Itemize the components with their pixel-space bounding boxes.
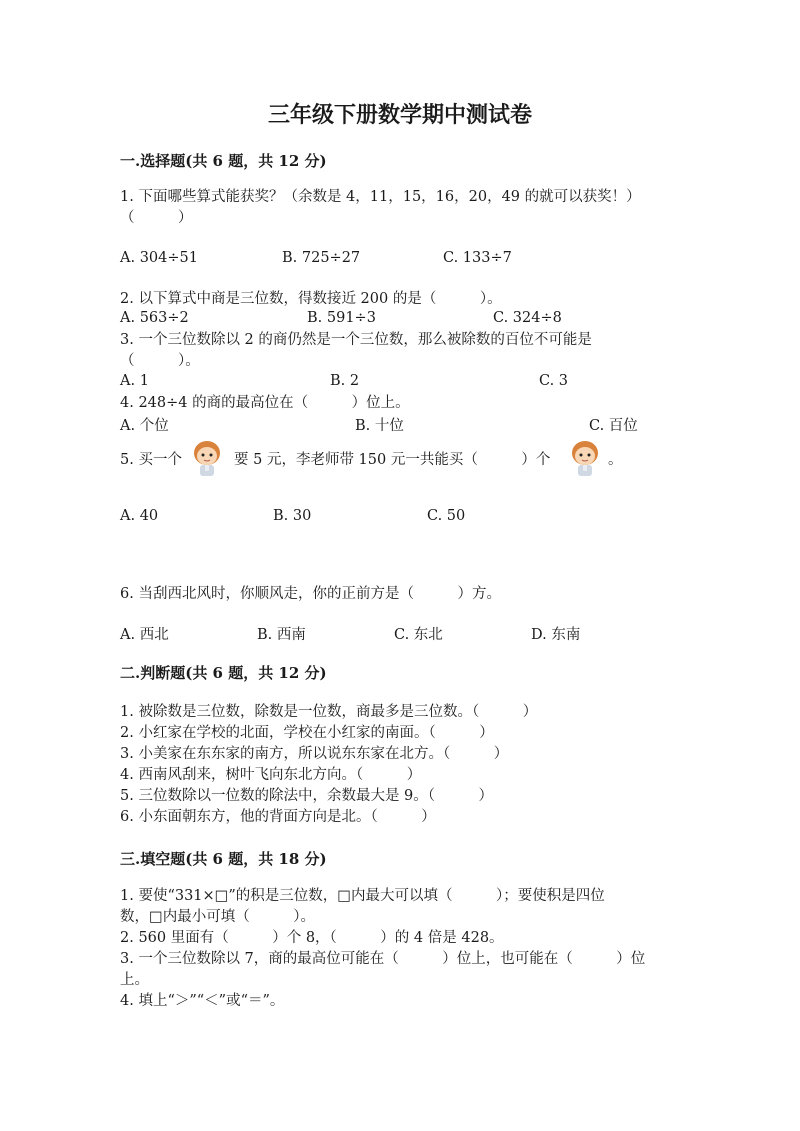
question-3-text: 3. 一个三位数除以 2 的商仍然是一个三位数，那么被除数的百位不可能是: [120, 332, 592, 348]
fill-question-4: 4. 填上“＞”“＜”或“＝”。: [120, 993, 285, 1009]
question-1-text: 1. 下面哪些算式能获奖？（余数是 4，11，15，16，20，49 的就可以获奖！）: [120, 189, 641, 205]
question-1-option-a[interactable]: A. 304÷51: [120, 250, 198, 266]
question-3-option-b[interactable]: B. 2: [330, 373, 360, 389]
question-5-text-c: 。: [608, 452, 623, 468]
question-2-option-c[interactable]: C. 324÷8: [493, 310, 562, 326]
question-1-option-c[interactable]: C. 133÷7: [443, 250, 512, 266]
question-3-option-a[interactable]: A. 1: [120, 373, 149, 389]
question-4-option-b[interactable]: B. 十位: [355, 418, 404, 434]
question-6-option-d[interactable]: D. 东南: [531, 627, 581, 643]
question-3-option-c[interactable]: C. 3: [539, 373, 569, 389]
judgement-item: 3. 小美家在东东家的南方，所以说东东家在北方。（ ）: [120, 746, 509, 762]
boy-icon: [190, 438, 224, 478]
question-2-option-b[interactable]: B. 591÷3: [307, 310, 376, 326]
question-5-option-b[interactable]: B. 30: [273, 508, 312, 524]
question-1-blank: （ ）: [120, 210, 193, 226]
question-5-text-a: 5. 买一个: [120, 452, 182, 468]
question-6-option-a[interactable]: A. 西北: [120, 627, 169, 643]
question-1-option-b[interactable]: B. 725÷27: [282, 250, 361, 266]
fill-question-3-line-2: 上。: [120, 972, 149, 988]
question-4-option-c[interactable]: C. 百位: [589, 418, 638, 434]
question-5-option-c[interactable]: C. 50: [427, 508, 466, 524]
judgement-item: 6. 小东面朝东方，他的背面方向是北。（ ）: [120, 809, 436, 825]
question-4-text: 4. 248÷4 的商的最高位在（ ）位上。: [120, 395, 410, 411]
question-2-text: 2. 以下算式中商是三位数，得数接近 200 的是（ ）。: [120, 291, 502, 307]
judgement-item: 2. 小红家在学校的北面，学校在小红家的南面。（ ）: [120, 725, 494, 741]
judgement-item: 5. 三位数除以一位数的除法中，余数最大是 9。（ ）: [120, 788, 494, 804]
question-5-option-a[interactable]: A. 40: [120, 508, 159, 524]
question-6-text: 6. 当刮西北风时，你顺风走，你的正前方是（ ）方。: [120, 586, 501, 602]
question-5-text-b: 要 5 元，李老师带 150 元一共能买（ ）个: [234, 452, 551, 468]
question-3-blank: （ ）。: [120, 353, 200, 369]
fill-question-3-line-1: 3. 一个三位数除以 7，商的最高位可能在（ ）位上，也可能在（ ）位: [120, 951, 646, 967]
section-heading-judgement: 二.判断题(共 6 题，共 12 分): [120, 664, 327, 682]
question-6-option-b[interactable]: B. 西南: [257, 627, 306, 643]
question-2-option-a[interactable]: A. 563÷2: [120, 310, 189, 326]
section-heading-fill-blank: 三.填空题(共 6 题，共 18 分): [120, 850, 327, 868]
section-heading-choice: 一.选择题(共 6 题，共 12 分): [120, 152, 327, 170]
judgement-item: 4. 西南风刮来，树叶飞向东北方向。（ ）: [120, 767, 422, 783]
question-6-option-c[interactable]: C. 东北: [394, 627, 443, 643]
fill-question-2: 2. 560 里面有（ ）个 8，（ ）的 4 倍是 428。: [120, 930, 504, 946]
page-title: 三年级下册数学期中测试卷: [267, 102, 532, 128]
boy-icon: [568, 438, 602, 478]
question-4-option-a[interactable]: A. 个位: [120, 418, 169, 434]
fill-question-1-line-2: 数，□内最小可填（ ）。: [120, 909, 315, 925]
fill-question-1-line-1: 1. 要使“331×□”的积是三位数，□内最大可以填（ ）；要使积是四位: [120, 888, 605, 904]
judgement-item: 1. 被除数是三位数，除数是一位数，商最多是三位数。（ ）: [120, 704, 538, 720]
